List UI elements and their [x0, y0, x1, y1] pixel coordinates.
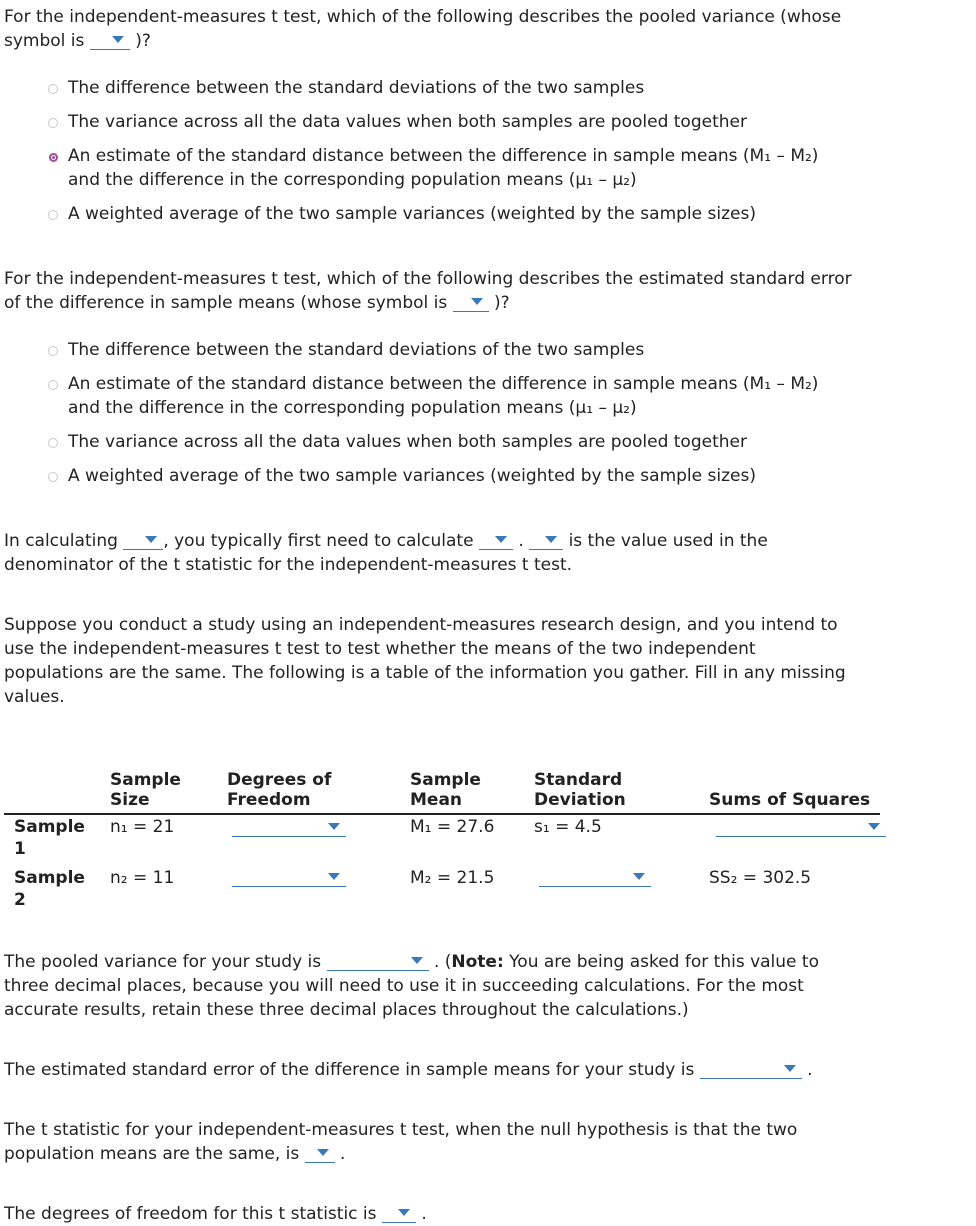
- header-standard-deviation: Standard Deviation: [534, 770, 626, 810]
- q1-option-3[interactable]: An estimate of the standard distance between the difference in sample means (M₁ – M₂) and the difference in the corresponding population means (μ₁ – μ₂): [48, 144, 818, 192]
- radio-button[interactable]: [48, 472, 58, 482]
- q2-option-2[interactable]: An estimate of the standard distance between the difference in sample means (M₁ – M₂) and the difference in the corresponding population means (μ₁ – μ₂): [48, 372, 818, 420]
- row-label-sample-2: Sample 2: [14, 868, 85, 910]
- radio-button[interactable]: [48, 84, 58, 94]
- degrees-of-freedom-question: The degrees of freedom for this t statistic is .: [4, 1204, 427, 1224]
- q1-option-2[interactable]: The variance across all the data values when both samples are pooled together: [48, 110, 747, 134]
- header-degrees-of-freedom: Degrees of Freedom: [227, 770, 332, 810]
- m1-value: M₁ = 27.6: [410, 817, 495, 837]
- df2-dropdown[interactable]: [232, 868, 346, 887]
- m2-value: M₂ = 21.5: [410, 868, 495, 888]
- ss1-dropdown[interactable]: [716, 818, 886, 837]
- pooled-variance-dropdown[interactable]: [327, 952, 429, 971]
- s1-value: s₁ = 4.5: [534, 817, 602, 837]
- radio-button[interactable]: [48, 346, 58, 356]
- standard-error-question: The estimated standard error of the difference in sample means for your study is .: [4, 1060, 813, 1080]
- q1-option-1[interactable]: The difference between the standard deviations of the two samples: [48, 76, 644, 100]
- q1-option-4[interactable]: A weighted average of the two sample variances (weighted by the sample sizes): [48, 202, 756, 226]
- n2-value: n₂ = 11: [110, 868, 175, 888]
- radio-button[interactable]: [48, 380, 58, 390]
- t-statistic-dropdown[interactable]: [305, 1144, 335, 1163]
- n1-value: n₁ = 21: [110, 817, 175, 837]
- q3-sentence: In calculating , you typically first need to calculate . is the value used in the denominator of the t statistic for the independent-measures t test.: [4, 531, 768, 575]
- q1-prompt-line2: symbol is: [4, 31, 85, 51]
- degrees-of-freedom-dropdown[interactable]: [382, 1204, 416, 1223]
- radio-button[interactable]: [48, 118, 58, 128]
- q2-option-4[interactable]: A weighted average of the two sample variances (weighted by the sample sizes): [48, 464, 756, 488]
- df1-dropdown[interactable]: [232, 818, 346, 837]
- radio-button-selected[interactable]: [49, 153, 58, 162]
- q1-symbol-dropdown[interactable]: [90, 31, 130, 50]
- radio-button[interactable]: [48, 210, 58, 220]
- q1-prompt-line1: For the independent-measures t test, which of the following describes the pooled variance (whose: [4, 7, 842, 27]
- header-sums-of-squares: Sums of Squares: [709, 790, 871, 810]
- header-sample-size: Sample Size: [110, 770, 181, 810]
- ss2-value: SS₂ = 302.5: [709, 868, 812, 888]
- row-label-sample-1: Sample 1: [14, 817, 85, 859]
- header-sample-mean: Sample Mean: [410, 770, 481, 810]
- q3-dropdown-3[interactable]: [529, 531, 563, 550]
- s2-dropdown[interactable]: [539, 868, 651, 887]
- q2-prompt: For the independent-measures t test, which of the following describes the estimated standard error of the difference in sample means (whose symbol is )?: [4, 269, 852, 313]
- q3-dropdown-2[interactable]: [479, 531, 513, 550]
- data-table: [0, 770, 976, 920]
- q3-dropdown-1[interactable]: [123, 531, 163, 550]
- t-statistic-question: The t statistic for your independent-measures t test, when the null hypothesis is that the two population means are the same, is .: [4, 1120, 798, 1164]
- q1-prompt: For the independent-measures t test, which of the following describes the pooled variance (whose symbol is )?: [4, 7, 842, 51]
- standard-error-dropdown[interactable]: [700, 1060, 802, 1079]
- q2-option-3[interactable]: The variance across all the data values when both samples are pooled together: [48, 430, 747, 454]
- q2-option-1[interactable]: The difference between the standard deviations of the two samples: [48, 338, 644, 362]
- radio-button[interactable]: [48, 438, 58, 448]
- study-intro: Suppose you conduct a study using an independent-measures research design, and you intend to use the independent-measures t test to test whether the means of the two independent populations are the same. The following is a table of the information you gather. Fill in any missing values.: [4, 615, 846, 707]
- header-rule: [4, 813, 880, 815]
- q2-symbol-dropdown[interactable]: [453, 293, 489, 312]
- pooled-variance-question: The pooled variance for your study is . (Note: You are being asked for this value to three decimal places, because you will need to use it in succeeding calculations. For the most accurate results, retain these three decimal places throughout the calculations.): [4, 952, 819, 1020]
